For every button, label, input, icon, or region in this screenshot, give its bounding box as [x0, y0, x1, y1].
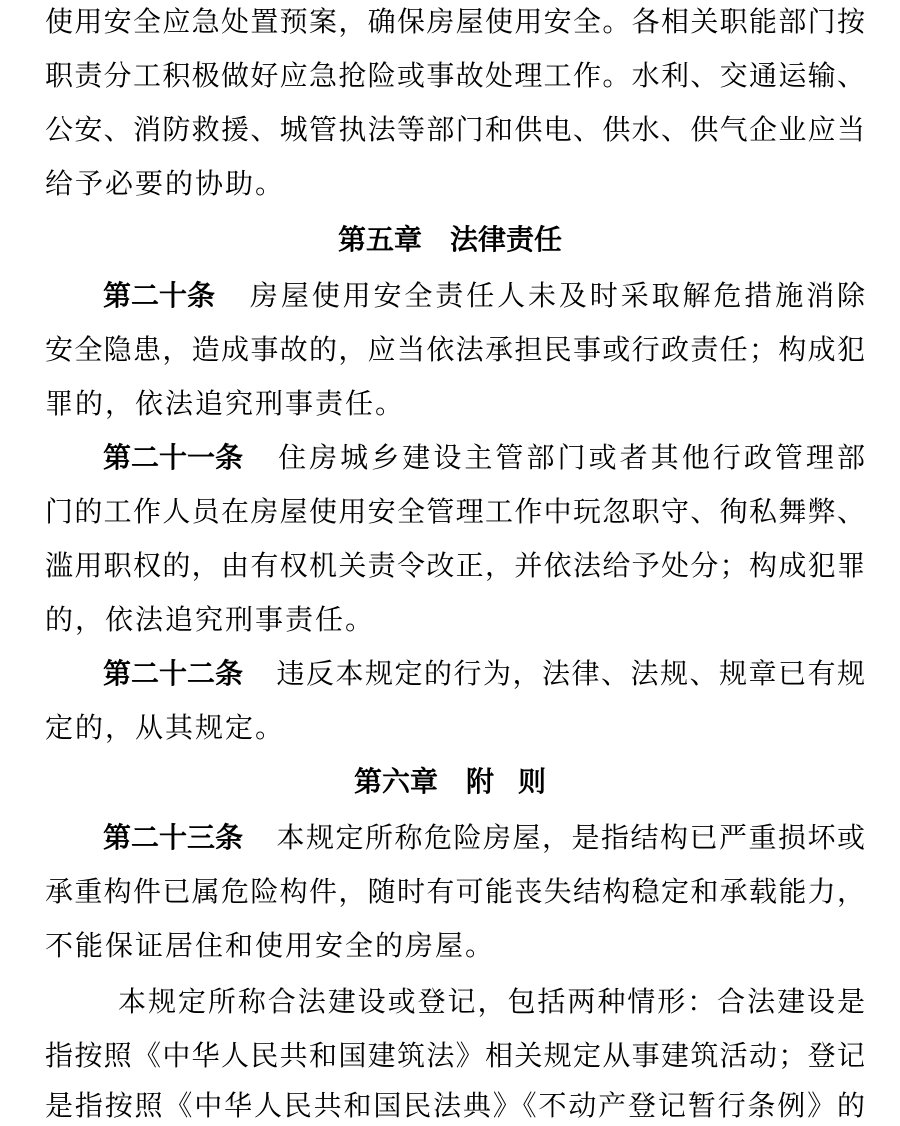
- article-21-text-1: 住房城乡建设主管部门或者其他行政管理部: [275, 441, 865, 474]
- article-21-line-1: [103, 438, 865, 478]
- legal-para-line-1: 本规定所称合法建设或登记，包括两种情形：合法建设是: [118, 985, 865, 1018]
- article-23-line-3: 不能保证居住和使用安全的房屋。: [45, 929, 496, 962]
- article-22-line-1: [103, 654, 865, 694]
- article-21-line-2: 门的工作人员在房屋使用安全管理工作中玩忽职守、徇私舞弊、: [45, 495, 865, 528]
- article-20-label: 第二十条: [103, 279, 216, 312]
- chapter-6-title-1: 附: [465, 765, 494, 798]
- intro-line-1: 使用安全应急处置预案，确保房屋使用安全。各相关职能部门按: [45, 5, 865, 38]
- chapter-5-number: 第五章: [337, 223, 422, 256]
- article-23-label: 第二十三条: [103, 821, 244, 854]
- article-21-label: 第二十一条: [103, 441, 244, 474]
- article-23-line-1: [103, 818, 865, 858]
- article-20-line-2: 安全隐患，造成事故的，应当依法承担民事或行政责任；构成犯: [45, 333, 865, 366]
- chapter-6-number: 第六章: [353, 765, 438, 798]
- article-22-line-2: 定的，从其规定。: [45, 711, 286, 744]
- intro-line-3: 公安、消防救援、城管执法等部门和供电、供水、供气企业应当: [45, 113, 865, 146]
- article-21-line-3: 滥用职权的，由有权机关责令改正，并依法给予处分；构成犯罪: [45, 549, 865, 582]
- legal-para-line-2: 指按照《中华人民共和国建筑法》相关规定从事建筑活动；登记: [45, 1039, 865, 1072]
- article-23-text-1: 本规定所称危险房屋，是指结构已严重损坏或: [275, 821, 865, 854]
- intro-line-4: 给予必要的协助。: [45, 167, 286, 200]
- intro-line-2: 职责分工积极做好应急抢险或事故处理工作。水利、交通运输、: [45, 59, 865, 92]
- article-22-text-1: 违反本规定的行为，法律、法规、规章已有规: [275, 657, 865, 690]
- chapter-6-title-2: 则: [518, 765, 547, 798]
- article-20-text-1: 房屋使用安全责任人未及时采取解危措施消除: [247, 279, 865, 312]
- article-22-label: 第二十二条: [103, 657, 244, 690]
- chapter-5-heading: [0, 220, 900, 260]
- chapter-5-title: 法律责任: [450, 223, 563, 256]
- article-21-line-4: 的，依法追究刑事责任。: [45, 603, 376, 636]
- legal-para-line-3: 是指按照《中华人民共和国民法典》《不动产登记暂行条例》的: [45, 1089, 865, 1122]
- article-20-line-3: 罪的，依法追究刑事责任。: [45, 387, 406, 420]
- chapter-6-heading: [0, 762, 900, 802]
- article-20-line-1: [103, 276, 865, 316]
- article-23-line-2: 承重构件已属危险构件，随时有可能丧失结构稳定和承载能力，: [45, 875, 865, 908]
